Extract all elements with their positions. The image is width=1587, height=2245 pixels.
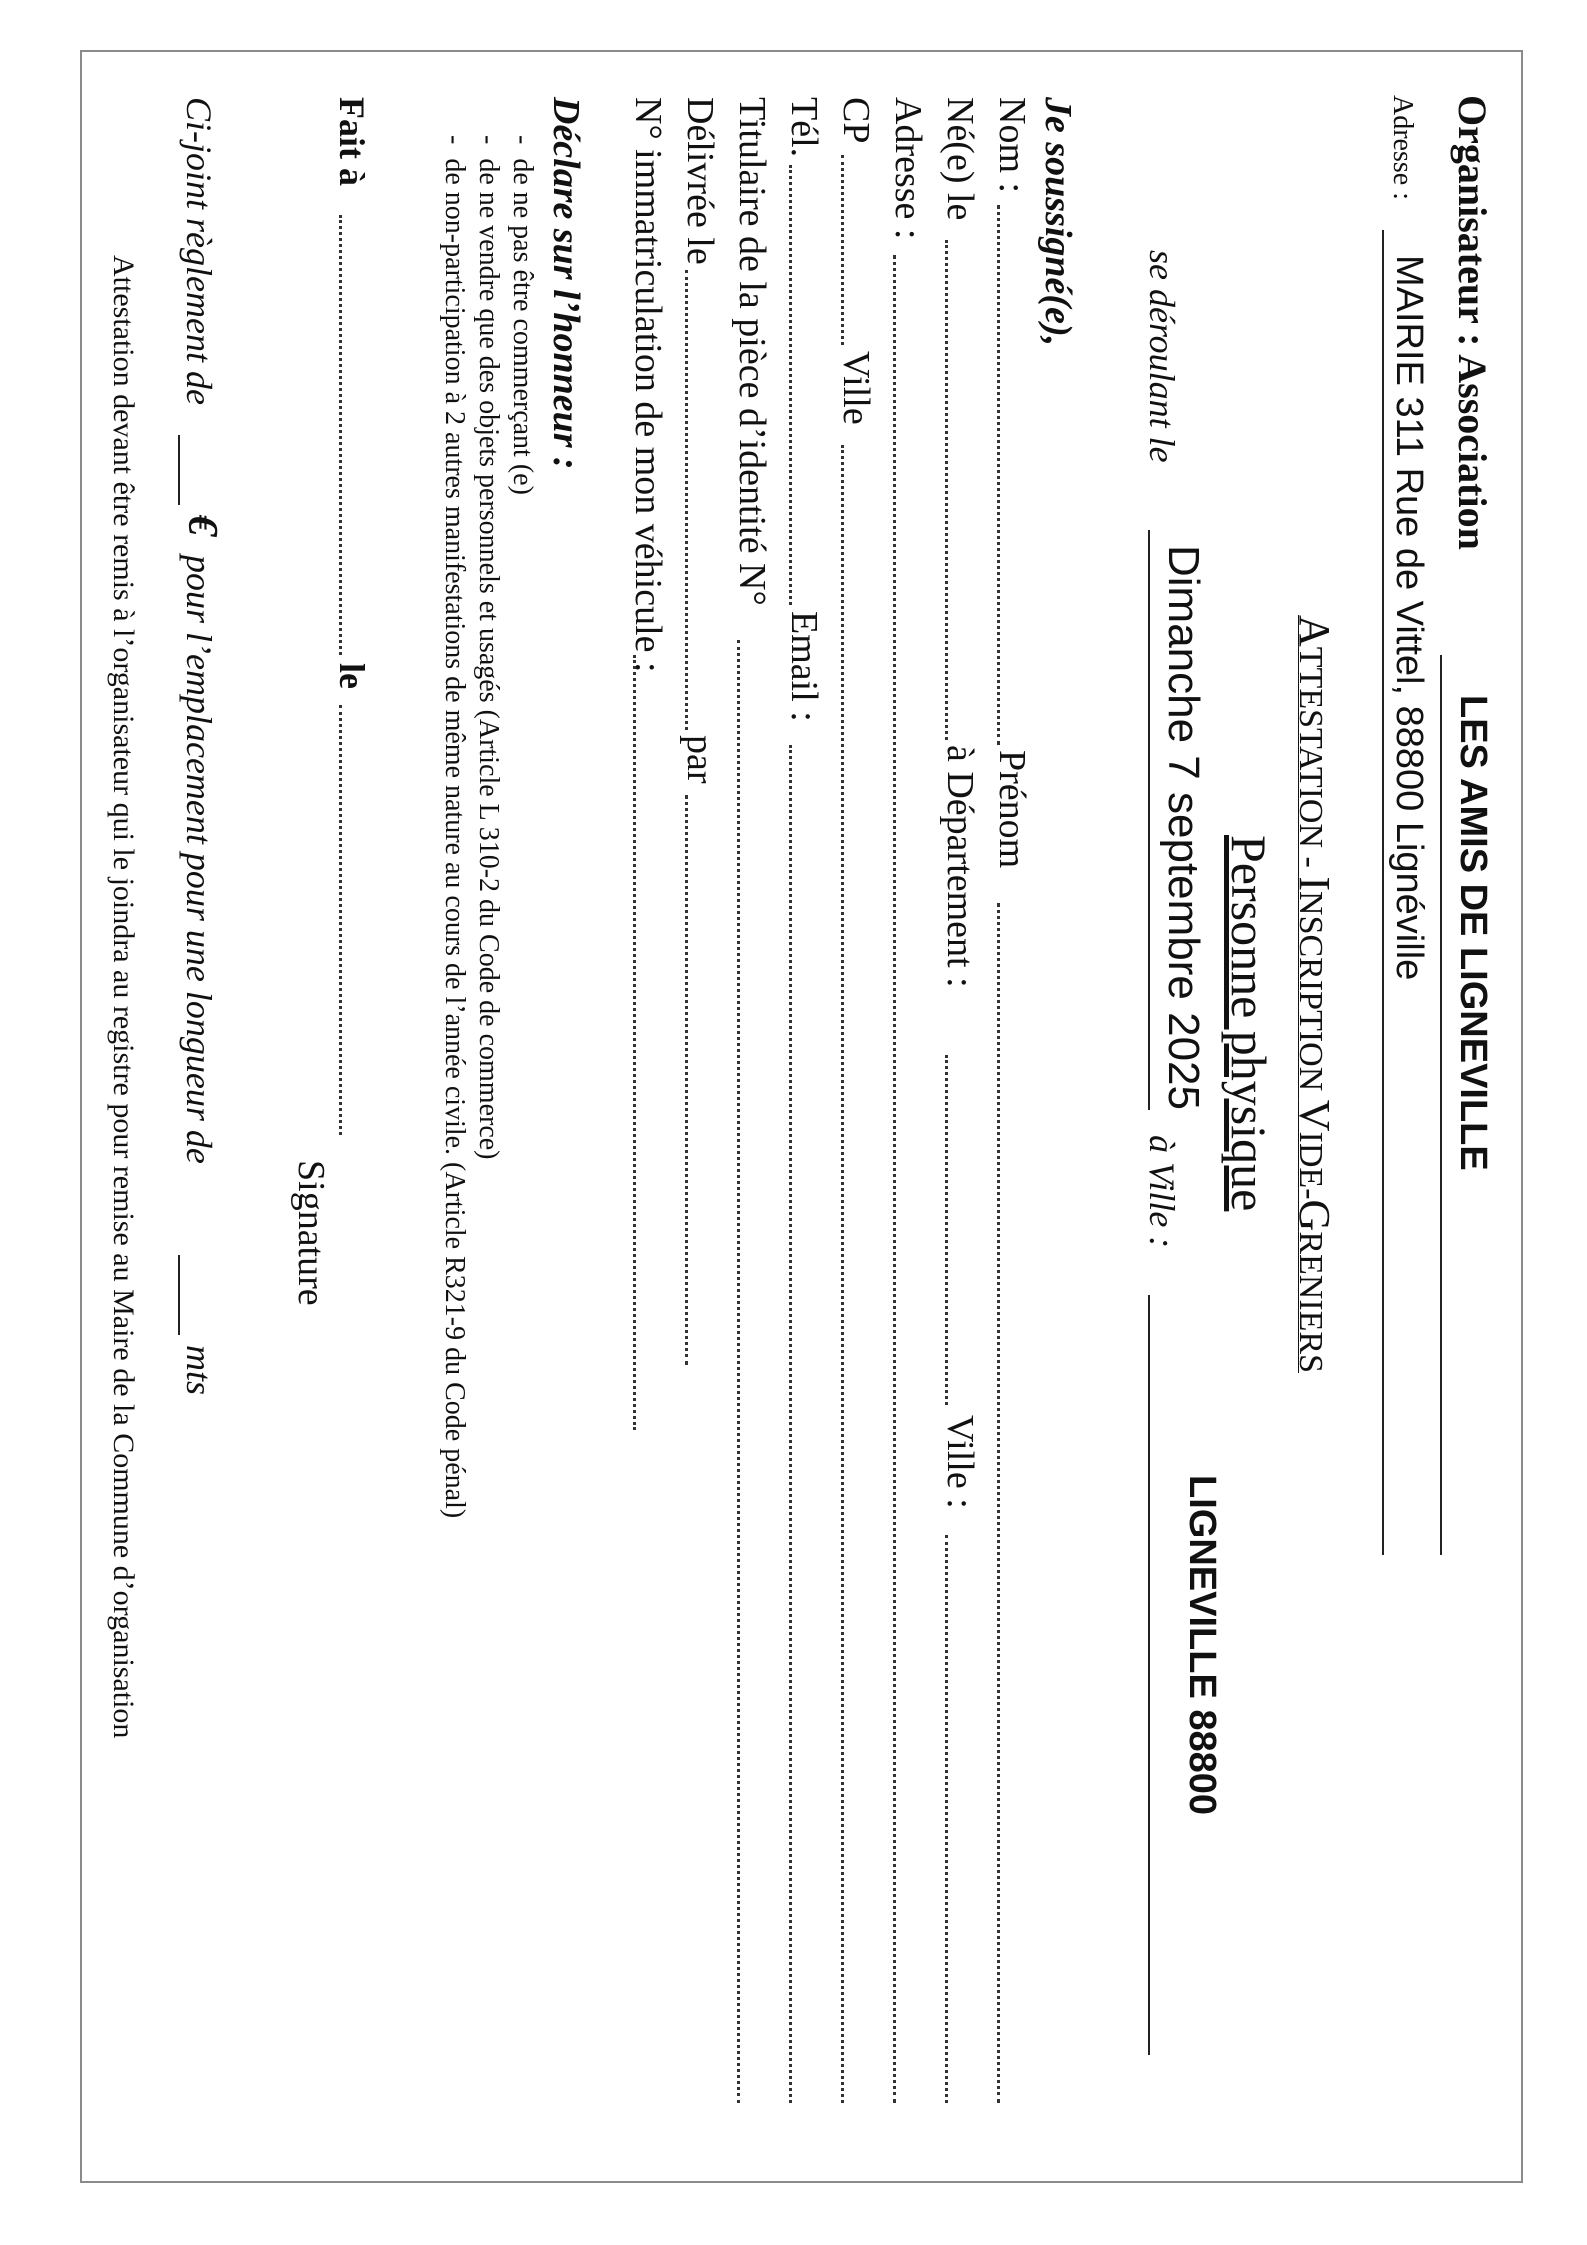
form-intro: Je soussigné(e), <box>1037 97 1079 347</box>
footer-note: Attestation devant être remis à l’organisateur qui le joindra au registre pour remise au Maire de la Commune d’organisation <box>107 255 140 1739</box>
held-label: se déroulant le <box>1142 250 1182 463</box>
tel-field[interactable] <box>789 165 792 605</box>
cp-field[interactable] <box>841 155 844 345</box>
attestation-subtitle: Personne physique <box>1221 835 1277 1212</box>
email-field[interactable] <box>789 745 792 2103</box>
payment-prefix: Ci-joint règlement de <box>179 97 219 405</box>
nom-label: Nom : <box>991 97 1033 194</box>
prenom-field[interactable] <box>997 903 1000 2103</box>
organizer-label: Organisateur : Association <box>1450 95 1495 550</box>
declaration-title: Déclare sur l’honneur : <box>545 97 587 470</box>
issued-field[interactable] <box>685 270 688 730</box>
address-label: Adresse : <box>1387 95 1418 200</box>
birth-ville-field[interactable] <box>945 1535 948 2103</box>
par-field[interactable] <box>685 795 688 1365</box>
city-label: à Ville : <box>1142 1135 1182 1249</box>
fait-le-field[interactable] <box>339 705 342 1135</box>
departement-field[interactable] <box>945 1055 948 1405</box>
attestation-sheet <box>85 55 1518 2178</box>
address-value: MAIRIE 311 Rue de Vittel, 88800 Lignéville <box>1388 255 1430 981</box>
declaration-item: - de ne vendre que des objets personnels et usagés (Article L 310-2 du Code de commerce) <box>473 135 504 1160</box>
declaration-item: - de non-participation à 2 autres manifestations de même nature au cours de l’année civile. (Article R321-9 du Code pénal) <box>439 135 470 1519</box>
fait-a-field[interactable] <box>339 215 342 655</box>
ville-label: Ville <box>835 351 877 425</box>
signature-label: Signature <box>290 1160 332 1306</box>
payment-amount-field[interactable] <box>178 435 180 505</box>
organizer-underline <box>1440 655 1442 1555</box>
email-label: Email : <box>783 611 825 722</box>
tel-label: Tél. <box>783 97 825 158</box>
adresse-label: Adresse : <box>887 97 929 240</box>
euro-symbol: € <box>179 515 225 536</box>
prenom-label: Prénom <box>991 750 1033 869</box>
adresse-field[interactable] <box>893 255 896 2103</box>
address-underline <box>1382 230 1384 1555</box>
par-label: par <box>679 735 721 784</box>
length-field[interactable] <box>178 1255 180 1335</box>
birthdate-field[interactable] <box>945 240 948 740</box>
event-date: Dimanche 7 septembre 2025 <box>1159 545 1208 1110</box>
city-underline <box>1148 1295 1150 2055</box>
id-number-field[interactable] <box>737 640 740 2103</box>
issued-label: Délivrée le <box>679 97 721 265</box>
payment-middle: pour l’emplacement pour une longueur de <box>179 555 219 1164</box>
id-number-label: Titulaire de la pièce d’identité N° <box>731 97 773 606</box>
attestation-title: ATTESTATION - INSCRIPTION VIDE-GRENIERS <box>1290 615 1339 1373</box>
ville-field[interactable] <box>841 445 844 2103</box>
vehicle-label: N° immatriculation de mon véhicule : <box>627 97 669 673</box>
organizer-name: LES AMIS DE LIGNEVILLE <box>1452 695 1494 1171</box>
birthdate-label: Né(e) le <box>939 97 981 221</box>
nom-field[interactable] <box>997 205 1000 745</box>
date-underline <box>1148 530 1150 1110</box>
fait-le-label: le <box>332 663 372 689</box>
departement-label: à Département : <box>939 745 981 988</box>
birth-ville-label: Ville : <box>939 1415 981 1509</box>
fait-a-label: Fait à <box>332 97 372 186</box>
vehicle-field[interactable] <box>633 655 636 1430</box>
length-unit: mts <box>179 1345 219 1396</box>
event-city: LIGNEVILLE 88800 <box>1181 1475 1223 1816</box>
cp-label: CP <box>835 97 877 144</box>
declaration-item: - de ne pas être commerçant (e) <box>507 135 538 495</box>
